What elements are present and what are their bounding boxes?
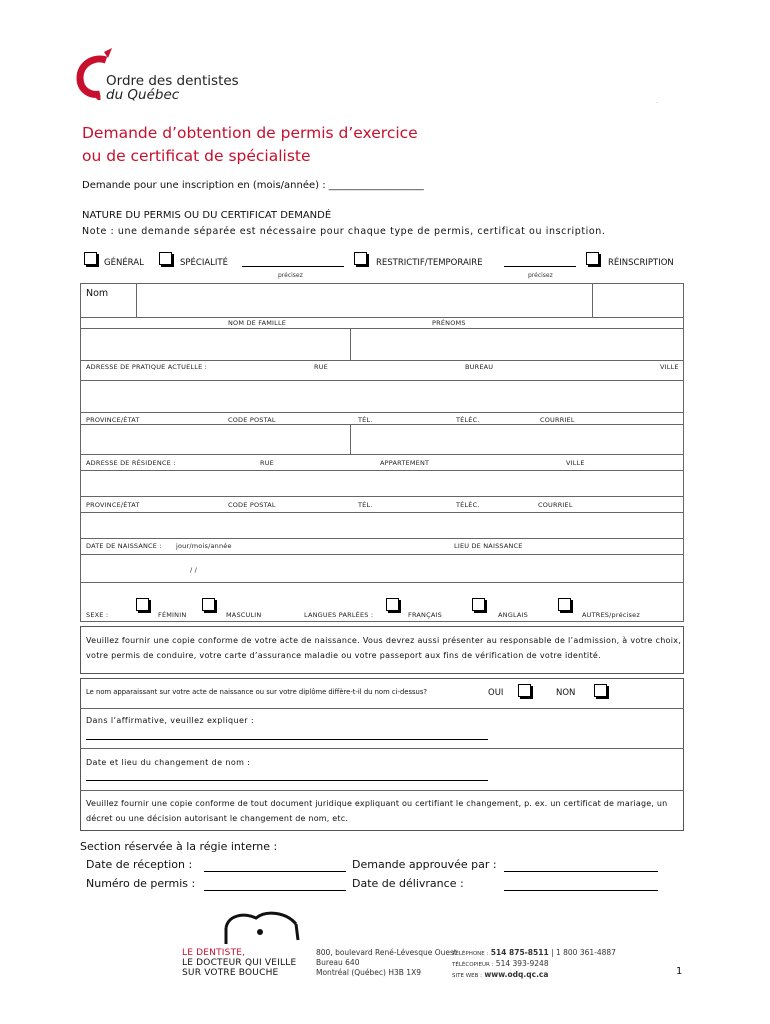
label-nom: Nom	[86, 288, 109, 299]
legal-doc-line1: Veuillez fournir une copie conforme de tout document juridique expliquant ou certifiant le changement, p. ex. un certificat de mariage, un	[86, 799, 668, 808]
checkbox-non[interactable]	[594, 684, 607, 697]
tel-label: TÉLÉPHONE :	[452, 951, 489, 957]
label-lieu-naissance: LIEU DE NAISSANCE	[454, 542, 523, 550]
precisez-label-2: précisez	[528, 272, 553, 279]
page-number: 1	[676, 966, 683, 977]
label-code-postal: CODE POSTAL	[228, 416, 276, 424]
inscription-date-field[interactable]: Demande pour une inscription en (mois/année) : ___________________	[82, 180, 424, 191]
tel-number: 514 875-8511	[490, 948, 549, 957]
grid-rule	[80, 412, 684, 413]
label-prenoms: PRÉNOMS	[432, 319, 466, 327]
checkbox-autres[interactable]	[558, 598, 571, 611]
form-title	[82, 122, 418, 168]
org-name-line2: du Québec	[106, 87, 180, 103]
grid-rule	[80, 360, 684, 361]
grid-rule	[80, 454, 684, 455]
province-residence-input[interactable]	[81, 513, 683, 538]
address-line1: 800, boulevard René-Lévesque Ouest	[316, 948, 457, 957]
birth-doc-line1: Veuillez fournir une copie conforme de votre acte de naissance. Vous devrez aussi présenter au responsable de l’admission, à votre choix,	[86, 636, 682, 645]
address-line2: Bureau 640	[316, 958, 360, 967]
checkbox-feminin[interactable]	[136, 598, 149, 611]
label-bureau: BUREAU	[465, 363, 494, 371]
label-tel2: TÉL.	[358, 501, 373, 509]
checkbox-general[interactable]	[84, 252, 97, 265]
grid-rule	[80, 496, 684, 497]
web-link[interactable]: www.odq.qc.ca	[484, 970, 549, 979]
grid-rule	[80, 582, 684, 583]
checkbox-restrictif[interactable]	[354, 252, 367, 265]
label-rue: RUE	[314, 363, 328, 371]
birth-doc-line2: votre permis de conduire, votre carte d’assurance maladie ou votre passeport aux fins de vérification de votre identité.	[86, 651, 601, 660]
date-naissance-input[interactable]: / /	[190, 566, 198, 574]
label-appartement: APPARTEMENT	[380, 459, 430, 467]
tel-courriel-input[interactable]	[351, 425, 683, 454]
prenoms-input[interactable]	[351, 329, 683, 359]
label-specialite: SPÉCIALITÉ	[180, 258, 228, 268]
nom-input[interactable]	[137, 284, 592, 317]
explain-line[interactable]	[86, 739, 488, 740]
grid-rule	[80, 317, 684, 318]
title-line1: Demande d’obtention de permis d’exercice	[82, 124, 418, 142]
slogan	[182, 948, 296, 978]
label-oui: OUI	[488, 688, 504, 698]
address-line3: Montréal (Québec) H3B 1X9	[316, 968, 421, 977]
label-adresse-residence: ADRESSE DE RÉSIDENCE :	[86, 459, 176, 467]
label-ville: VILLE	[660, 363, 679, 371]
label-courriel: COURRIEL	[540, 416, 575, 424]
date-lieu-line[interactable]	[86, 780, 488, 781]
numero-permis-line[interactable]	[204, 890, 346, 891]
checkbox-francais[interactable]	[386, 598, 399, 611]
birth-doc-notice	[80, 626, 684, 674]
name-change-section	[80, 678, 684, 831]
grid-rule	[80, 538, 684, 539]
restrictif-line[interactable]	[504, 266, 576, 267]
nature-heading: NATURE DU PERMIS OU DU CERTIFICAT DEMANDÉ	[82, 210, 332, 221]
precisez-label-1: précisez	[278, 272, 303, 279]
label-francais: FRANÇAIS	[408, 611, 442, 619]
lieu-naissance-input[interactable]	[351, 555, 683, 582]
label-province: PROVINCE/ÉTAT	[86, 416, 140, 424]
label-restrictif: RESTRICTIF/TEMPORAIRE	[376, 258, 483, 268]
label-date-naissance: DATE DE NAISSANCE :	[86, 542, 162, 550]
specialite-line[interactable]	[242, 266, 344, 267]
title-line2: ou de certificat de spécialiste	[82, 147, 311, 165]
label-courriel2: COURRIEL	[538, 501, 573, 509]
label-province2: PROVINCE/ÉTAT	[86, 501, 140, 509]
label-langues: LANGUES PARLÉES :	[304, 611, 374, 619]
grid-rule	[80, 748, 684, 749]
tel-free-number: 1 800 361-4887	[555, 948, 616, 957]
org-name-line1: Ordre des dentistes	[106, 73, 239, 89]
fax-label: TÉLÉCOPIEUR :	[452, 962, 494, 968]
label-code-postal2: CODE POSTAL	[228, 501, 276, 509]
grid-rule	[592, 283, 593, 317]
contact-block	[452, 948, 616, 981]
label-telec: TÉLÉC.	[456, 416, 480, 424]
date-delivrance-line[interactable]	[504, 890, 658, 891]
grid-rule	[80, 790, 684, 791]
province-code-input[interactable]	[81, 425, 350, 454]
slogan-line2: LE DOCTEUR QUI VEILLE	[182, 958, 297, 968]
label-date-reception: Date de réception :	[86, 858, 193, 871]
name-diff-question: Le nom apparaissant sur votre acte de naissance ou sur votre diplôme diffère-t-il du nom ci-dessus?	[86, 688, 427, 696]
label-demande-approuvee: Demande approuvée par :	[352, 858, 497, 871]
grid-rule	[80, 708, 684, 709]
label-explain: Dans l’affirmative, veuillez expliquer :	[86, 716, 255, 725]
label-autres: AUTRES/précisez	[582, 611, 640, 619]
date-reception-line[interactable]	[204, 871, 346, 872]
label-anglais: ANGLAIS	[498, 611, 529, 619]
note-text: Note : une demande séparée est nécessaire pour chaque type de permis, certificat ou inscription.	[82, 226, 606, 237]
label-adresse-pratique: ADRESSE DE PRATIQUE ACTUELLE :	[86, 363, 208, 371]
slogan-line1: LE DENTISTE,	[182, 948, 246, 958]
adresse-pratique-input[interactable]	[81, 381, 683, 411]
web-label: SITE WEB :	[452, 973, 482, 979]
nom-famille-input[interactable]	[81, 329, 350, 359]
label-numero-permis: Numéro de permis :	[86, 877, 196, 890]
label-feminin: FÉMININ	[158, 611, 187, 619]
label-date-delivrance: Date de délivrance :	[352, 877, 464, 890]
approuvee-line[interactable]	[504, 871, 658, 872]
label-nom-famille: NOM DE FAMILLE	[228, 319, 287, 327]
label-telec2: TÉLÉC.	[456, 501, 480, 509]
label-jour-mois-annee: jour/mois/année	[176, 542, 232, 550]
checkbox-oui[interactable]	[518, 684, 531, 697]
label-ville2: VILLE	[566, 459, 585, 467]
fax-number: 514 393-9248	[495, 959, 549, 968]
checkbox-anglais[interactable]	[472, 598, 485, 611]
slogan-line3: SUR VOTRE BOUCHE	[182, 968, 279, 978]
label-general: GÉNÉRAL	[104, 258, 144, 268]
corner-dot: .	[656, 98, 658, 105]
checkbox-specialite[interactable]	[159, 252, 172, 265]
label-non: NON	[556, 688, 576, 698]
internal-heading: Section réservée à la régie interne :	[80, 840, 278, 853]
address-block	[316, 948, 457, 978]
label-tel: TÉL.	[358, 416, 373, 424]
legal-doc-line2: décret ou une décision autorisant le changement de nom, etc.	[86, 814, 349, 823]
adresse-residence-input[interactable]	[81, 471, 683, 496]
label-rue2: RUE	[260, 459, 274, 467]
checkbox-reinscription[interactable]	[586, 252, 599, 265]
tooth-face-icon	[222, 910, 302, 952]
org-name	[106, 74, 239, 102]
label-sexe: SEXE :	[86, 611, 109, 619]
label-masculin: MASCULIN	[226, 611, 262, 619]
tel-separator: |	[551, 948, 554, 957]
checkbox-masculin[interactable]	[202, 598, 215, 611]
label-date-lieu: Date et lieu du changement de nom :	[86, 758, 251, 767]
label-reinscription: RÉINSCRIPTION	[608, 258, 674, 268]
